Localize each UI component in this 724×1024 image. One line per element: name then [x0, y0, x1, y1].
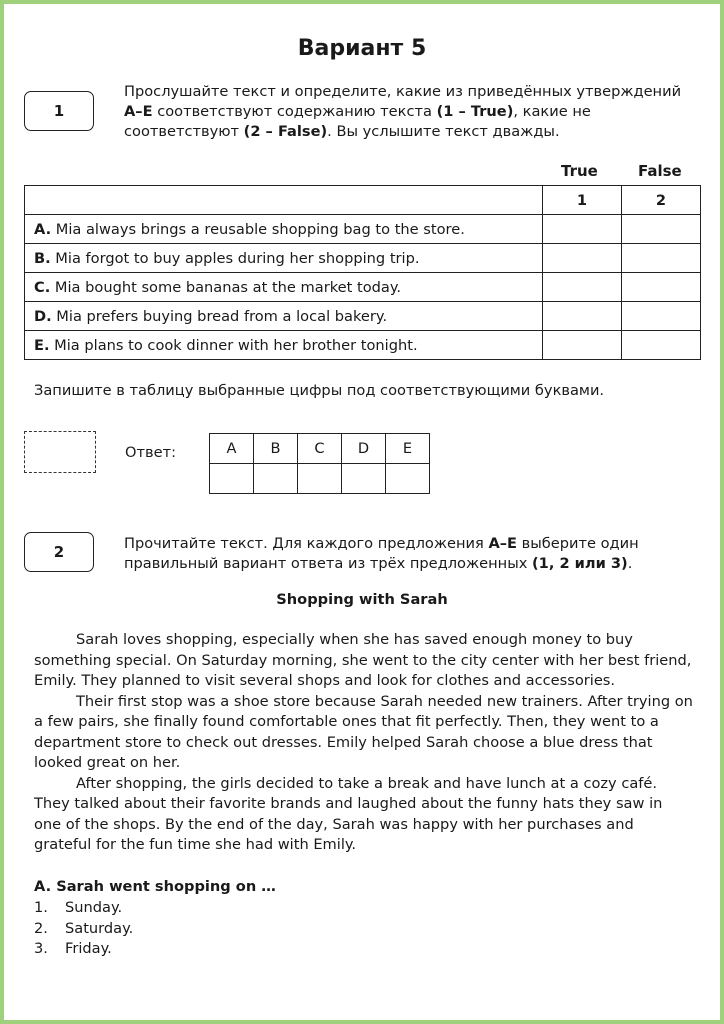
- option-number: 3.: [34, 940, 48, 957]
- statement-letter: D.: [34, 307, 52, 325]
- statement-text: Mia plans to cook dinner with her brother tonight.: [49, 336, 418, 354]
- false-answer-cell[interactable]: [622, 215, 701, 244]
- reading-paragraph: Sarah loves shopping, especially when she has saved enough money to buy something special. On Saturday morning, she went to the city center with her best friend, Emily. They planned to visit several shops and look for clothes and accessories.: [34, 631, 692, 689]
- statement-text: Mia forgot to buy apples during her shopping trip.: [50, 249, 420, 267]
- instruction-part: А–Е: [488, 535, 517, 552]
- task-2-number-box: 2: [24, 532, 94, 572]
- statement-header-cell: [25, 186, 543, 215]
- answer-letter-cell: E: [386, 434, 430, 464]
- reading-paragraph: After shopping, the girls decided to take a break and have lunch at a cozy café. They talked about their favorite brands and laughed about the funny hats they saw in one of the shops. By the end of the day, Sarah was happy with her purchases and grateful for the fun time she had with Emily.: [34, 774, 663, 853]
- statement-row: [25, 273, 701, 302]
- statement-cell: [25, 331, 543, 360]
- statement-letter: C.: [34, 278, 51, 296]
- instruction-part: (1 – True): [436, 103, 514, 120]
- task-1-instruction: [124, 82, 704, 142]
- answer-letters-row: [210, 434, 430, 464]
- instruction-part: Прослушайте текст и определите, какие из приведённых утверждений: [124, 83, 682, 100]
- answer-option[interactable]: [34, 939, 133, 960]
- statement-row: [25, 244, 701, 273]
- instruction-part: соответствуют содержанию текста: [152, 103, 437, 120]
- statement-cell: [25, 244, 543, 273]
- true-column-number: 1: [543, 186, 622, 215]
- answer-input-cell[interactable]: [254, 464, 298, 494]
- false-answer-cell[interactable]: [622, 244, 701, 273]
- statement-cell: [25, 215, 543, 244]
- instruction-part: . Вы услышите текст дважды.: [327, 123, 560, 140]
- instruction-part: .: [627, 555, 633, 572]
- statement-row: [25, 331, 701, 360]
- answer-input-cell[interactable]: [210, 464, 254, 494]
- task-1-number-box: 1: [24, 91, 94, 131]
- reading-text-title: Shopping with Sarah: [276, 591, 448, 608]
- page-title: Вариант 5: [297, 36, 427, 61]
- instruction-part: (1, 2 или 3): [532, 555, 628, 572]
- answer-letter-cell: B: [254, 434, 298, 464]
- option-number: 1.: [34, 899, 48, 916]
- true-answer-cell[interactable]: [543, 215, 622, 244]
- answer-input-cell[interactable]: [298, 464, 342, 494]
- instruction-part: Прочитайте текст. Для каждого предложения: [124, 535, 489, 552]
- statement-row: [25, 215, 701, 244]
- answer-input-cell[interactable]: [342, 464, 386, 494]
- question-a: A. Sarah went shopping on …: [34, 878, 276, 895]
- statement-text: Mia prefers buying bread from a local bakery.: [51, 307, 388, 325]
- statement-letter: E.: [34, 336, 50, 354]
- table-header-row: [25, 186, 701, 215]
- false-answer-cell[interactable]: [622, 273, 701, 302]
- answer-input-cell[interactable]: [386, 464, 430, 494]
- true-answer-cell[interactable]: [543, 302, 622, 331]
- false-header: False: [638, 162, 682, 180]
- task-2-instruction: [124, 534, 704, 574]
- option-text: Friday.: [65, 940, 112, 957]
- option-text: Sunday.: [65, 899, 123, 916]
- answer-letter-cell: D: [342, 434, 386, 464]
- true-false-table: [24, 185, 701, 360]
- option-number: 2.: [34, 919, 48, 937]
- instruction-part: , какие не соответствуют: [124, 103, 591, 140]
- answer-letter-cell: C: [298, 434, 342, 464]
- false-answer-cell[interactable]: [622, 302, 701, 331]
- reading-text: [34, 630, 694, 856]
- answer-label: Ответ:: [125, 444, 176, 461]
- question-a-options: [34, 898, 133, 960]
- score-box: [24, 431, 96, 473]
- statement-cell: [25, 273, 543, 302]
- reading-paragraph: Their first stop was a shoe store because Sarah needed new trainers. After trying on a few pairs, she finally found comfortable ones that fit perfectly. Then, they went to a department store to check out dresses. Emily helped Sarah choose a blue dress that looked great on her.: [34, 692, 693, 771]
- answer-letter-cell: A: [210, 434, 254, 464]
- statement-text: Mia bought some bananas at the market today.: [50, 278, 402, 296]
- answer-table: [209, 433, 430, 494]
- statement-letter: B.: [34, 249, 51, 267]
- answer-cells-row: [210, 464, 430, 494]
- answer-option[interactable]: [34, 919, 133, 940]
- false-answer-cell[interactable]: [622, 331, 701, 360]
- answer-option[interactable]: [34, 898, 133, 919]
- statement-row: [25, 302, 701, 331]
- answer-instruction: Запишите в таблицу выбранные цифры под соответствующими буквами.: [34, 382, 605, 399]
- true-answer-cell[interactable]: [543, 273, 622, 302]
- true-answer-cell[interactable]: [543, 331, 622, 360]
- instruction-part: А–Е: [124, 103, 153, 120]
- option-text: Saturday.: [65, 919, 134, 937]
- instruction-part: (2 – False): [243, 123, 328, 140]
- instruction-part: выберите один правильный вариант ответа из трёх предложенных: [124, 535, 639, 572]
- false-column-number: 2: [622, 186, 701, 215]
- true-header: True: [561, 162, 598, 180]
- statement-text: Mia always brings a reusable shopping bag to the store.: [51, 220, 465, 238]
- statement-cell: [25, 302, 543, 331]
- true-answer-cell[interactable]: [543, 244, 622, 273]
- statement-letter: A.: [34, 220, 52, 238]
